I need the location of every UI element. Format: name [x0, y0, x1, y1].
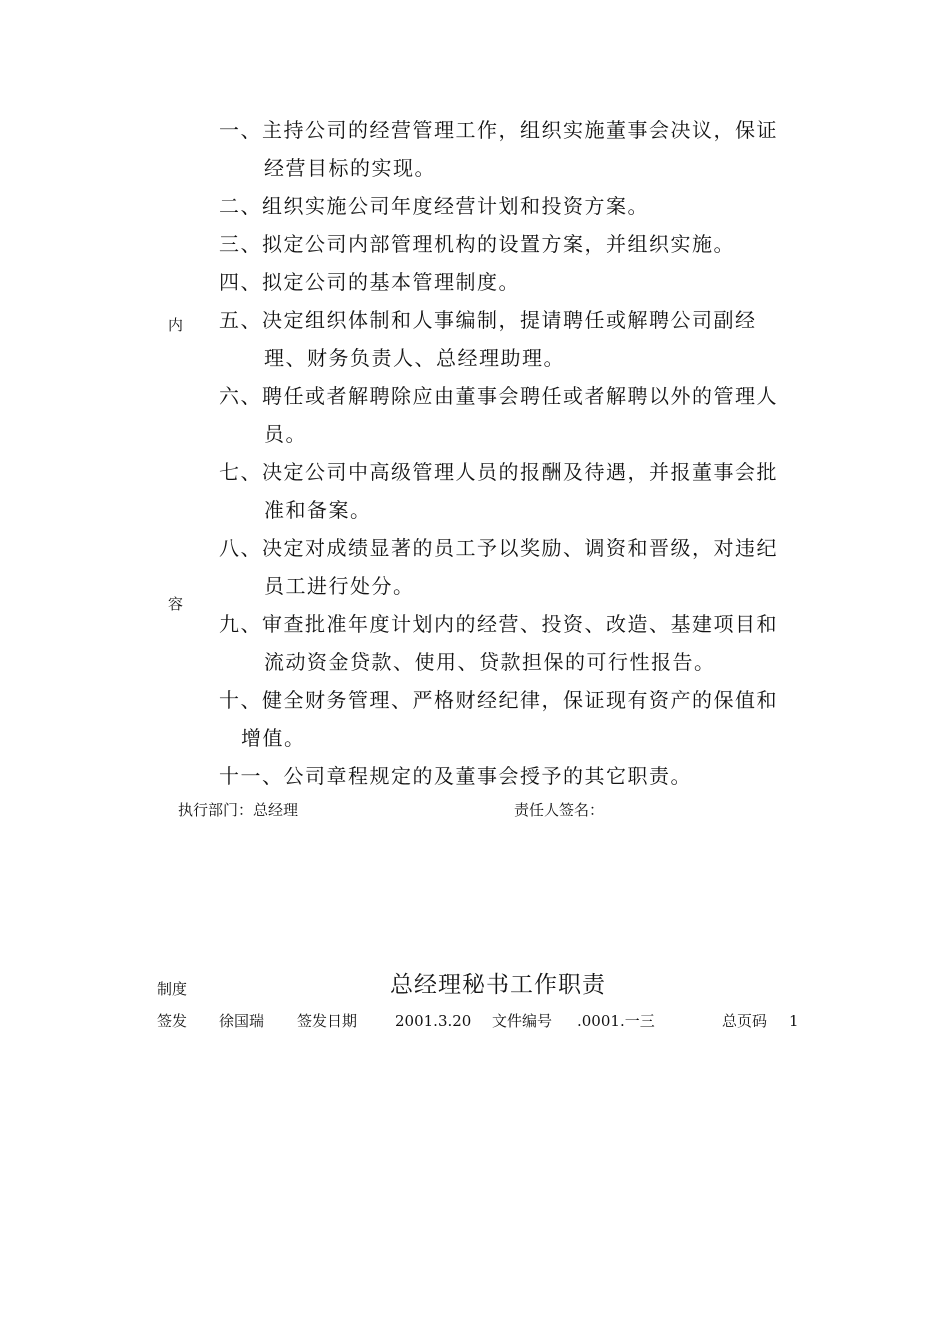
- executing-department: 执行部门：总经理: [178, 801, 299, 819]
- side-label-rong: 容: [168, 595, 184, 613]
- duty-item-3: [219, 225, 819, 263]
- duty-item-2-line1: 二、组织实施公司年度经营计划和投资方案。: [219, 194, 649, 218]
- duty-item-5-line2: 理、财务负责人、总经理助理。: [264, 346, 565, 370]
- duty-item-1: [219, 111, 819, 187]
- duty-item-11: [219, 757, 819, 795]
- category-label: 制度: [157, 980, 188, 998]
- duty-item-9-line2: 流动资金贷款、使用、贷款担保的可行性报告。: [264, 650, 716, 674]
- file-number-label: 文件编号: [492, 1012, 553, 1030]
- duty-item-9-line1: 九、审查批准年度计划内的经营、投资、改造、基建项目和: [219, 612, 778, 636]
- duty-item-9: [219, 605, 819, 681]
- total-pages: 1: [789, 1012, 799, 1030]
- issuer-label: 签发: [157, 1012, 188, 1030]
- duty-item-7-line1: 七、决定公司中高级管理人员的报酬及待遇，并报董事会批: [219, 460, 778, 484]
- total-pages-label: 总页码: [722, 1012, 768, 1030]
- file-number: .0001.一三: [577, 1012, 655, 1030]
- issuer-name: 徐国瑞: [219, 1012, 265, 1030]
- duty-item-4: [219, 263, 819, 301]
- duty-item-5: [219, 301, 819, 377]
- duty-item-1-line1: 一、主持公司的经营管理工作，组织实施董事会决议，保证: [219, 118, 778, 142]
- issue-date-label: 签发日期: [297, 1012, 358, 1030]
- document-title: 总经理秘书工作职责: [390, 972, 606, 998]
- duty-item-10-line2: 增值。: [241, 726, 306, 750]
- duty-item-3-line1: 三、拟定公司内部管理机构的设置方案，并组织实施。: [219, 232, 735, 256]
- duty-item-7: [219, 453, 819, 529]
- duty-item-6-line2: 员。: [264, 422, 307, 446]
- duty-item-10: [219, 681, 819, 757]
- duty-item-5-line1: 五、决定组织体制和人事编制，提请聘任或解聘公司副经: [219, 308, 757, 332]
- duty-item-7-line2: 准和备案。: [264, 498, 372, 522]
- duty-item-1-line2: 经营目标的实现。: [264, 156, 436, 180]
- duty-item-11-line1: 十一、公司章程规定的及董事会授予的其它职责。: [219, 764, 692, 788]
- duty-item-8-line2: 员工进行处分。: [264, 574, 415, 598]
- signature-label: 责任人签名：: [514, 801, 605, 819]
- duty-item-4-line1: 四、拟定公司的基本管理制度。: [219, 270, 520, 294]
- duty-item-6: [219, 377, 819, 453]
- issue-date: 2001.3.20: [395, 1012, 472, 1030]
- duty-item-10-line1: 十、健全财务管理、严格财经纪律，保证现有资产的保值和: [219, 688, 778, 712]
- side-label-nei: 内: [168, 316, 184, 334]
- duty-item-6-line1: 六、聘任或者解聘除应由董事会聘任或者解聘以外的管理人: [219, 384, 778, 408]
- duty-item-8: [219, 529, 819, 605]
- duty-item-8-line1: 八、决定对成绩显著的员工予以奖励、调资和晋级，对违纪: [219, 536, 778, 560]
- duty-item-2: [219, 187, 819, 225]
